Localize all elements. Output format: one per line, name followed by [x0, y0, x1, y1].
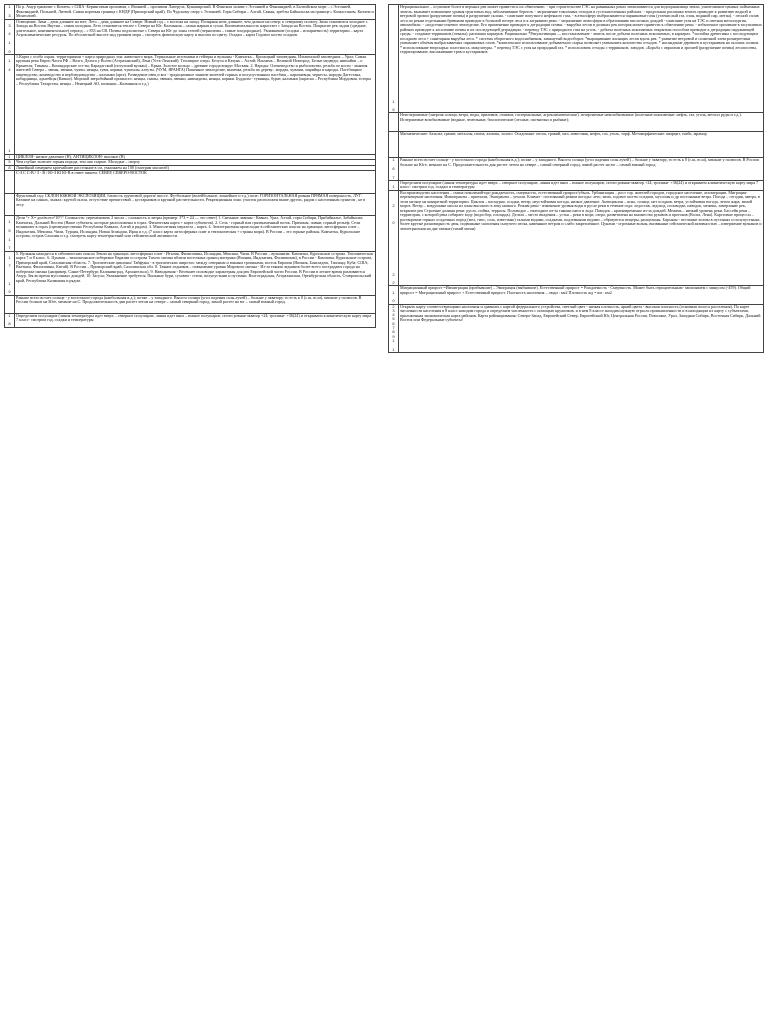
- right-column: [388, 4, 764, 353]
- question-number-digit: 1: [8, 312, 11, 318]
- block-text: Линейный измеряем кратчайшее расстояние в см, умножаем на 100 (смотрим масштаб): [15, 165, 376, 171]
- block-text: Чем глубже залегает горная порода, тем она старше. Молодые – сверху: [15, 160, 376, 166]
- question-number-digit: 1: [8, 148, 11, 154]
- question-number-digit: 4: [8, 31, 11, 37]
- question-number-digit: 7: [8, 263, 11, 269]
- question-number: [389, 158, 399, 180]
- question-number-digit: 0: [392, 219, 395, 225]
- question-number: [5, 171, 15, 193]
- question-number-digit: 9: [8, 289, 11, 295]
- block-text: С-З С С-В / З - В / Ю-З Ю Ю-В в ответ пишем: СЕВЕР, СЕВЕРО-ВОСТОК: [15, 171, 376, 193]
- question-number-digit: 1: [392, 157, 395, 163]
- right-block: [389, 131, 764, 158]
- left-block: [5, 295, 376, 313]
- block-text: Дели °+ Х= дол/всего°10°/° Сложность: переменовать 2 числа – сложность и литры (пример: 3*3 = 24 — это ответ) 1. Снежные лавины - Кавказ, Урал, Алтай, горы Сибири, Прибайкалье, Забайкалье, Камчатка, Дальний Восток (Наше субъекты, которые расположены в горах. Физическая карта + карта субъектов). 2. Сель - горный или грязекаменный поток. Причины: ливни; горный рельеф. Сели возникают в горах (преимущественно Республика Кавказа, Алтай и рядом). 3. Многолетняя мерзлота – карта. 4. Землетрясения происходят в сейсмических поясах на границах литосферных плит – Индонезия, Мексика, Чили, Турция, Исландия, Новая Зеландия, Иран и т.д. (7 класс карта литосферных плит и тектоническая + страны мира). В России – это горные районы. Камчатка, Курильские острова, остров Сахалин и т.д. смотреть карту землетрясений или сейсмической активности.: [15, 216, 376, 251]
- question-number: [389, 113, 399, 131]
- question-number: [389, 5, 399, 113]
- question-number: [389, 131, 399, 158]
- question-number: [5, 313, 15, 327]
- block-text: 5. Вулканы находятся в сейсмических поясах Земли на границах литосферных плит - Италия, Филиппины, Исландия, Мексика, Чили. В России – вулканизм: Камчатка, Курильские острова. Тектоническая карта 7 и 8 класс. 6. Цунами – тихоокеанское побережье Евразии и острова Тихого океана вблизи восточных границ материка (Япония, Индонезия, Филиппины), в России - Камчатка, Курильские острова, Приморский край, Сахалинская область. 7. Тропические циклоны/ Тайфуны - в тропических широтах: между северным и южным тропиками, восток Евразии (Япония, Бангладеш, Таиланд; Куба; США; Вьетнам, Филиппины, Китай). В России – Приморский край, Сахалинская обл. 8. Таяние ледников – повышение уровня Мирового океана - Из-за таяния ледников более всего пострадают города на побережье океана (например, Санкт-Петербург, Калининград, Архангельск). 9. Наводнения - Весеннее половодье характерны для рек Европейской части России. В России в летнее время разливаются Амур, Зея во время муссонных дождей. 10. Засуха; Увлажнение требуется; Пыльные бури, суховеи - степи, полупустыни и пустыни. Волгоградская, Астраханская, Оренбургская область, Ставропольский край, Республика Калмыкия и рядом.: [15, 251, 376, 295]
- question-number-digit: 9: [392, 333, 395, 339]
- question-number-digit: 8: [8, 164, 11, 170]
- left-block: [5, 54, 376, 154]
- left-block: [5, 171, 376, 193]
- question-number-digit: 2: [392, 202, 395, 208]
- question-number-digit: 1: [392, 337, 395, 343]
- question-number-digit: 1: [8, 254, 11, 260]
- question-number-digit: 1: [8, 280, 11, 286]
- question-number-digit: 2: [392, 280, 395, 286]
- question-number: [5, 216, 15, 251]
- question-number: [389, 180, 399, 190]
- question-number: [389, 304, 399, 352]
- block-text: Неисчерпаемые (энергия солнца, ветра, воды, приливов, отливов, гастермальные, агроклиматические). исчерпаемые невозобновимые (полезные ископаемые: нефть, газ, уголь, металл руды и т.д.). Исчерпаемые возобновимые (водные, земельные, биологические (лесные, охотничьи и рыбные);: [399, 113, 764, 131]
- question-number-digit: 7: [392, 325, 395, 331]
- left-block: [5, 216, 376, 251]
- question-number-digit: 3: [8, 12, 11, 18]
- block-text: По р. Амур граничит с Китаем, с США -Беринговым проливом, с Японией – проливом Лаперуза, Кунаширский. В Финском заливе с Эстонией и Финляндией, в Балтийском море – с Эстонией, Финляндией, Польшей, Литвой. Самая короткая граница с КНДР (Приморский край). По Чудскому озеру с Эстонией. Горы Сибири – Алтай, Саяны, хребты Байкальска на границе с Казахстаном, Китаем и Монголией.: [16, 4, 374, 18]
- question-number-digit: 8: [392, 329, 395, 335]
- right-block: [389, 113, 764, 131]
- block-text: Воспроизводство населения – смена поколений-про рождаемость, смертность, естественный прирост/убыль. Урбанизация – рост гор. жителей городов, городское население, агломерации. Миграция- перемещение населения. Иммигранты – приехали, Эмигранты – уехали. Климат - постоянный режим погоды: лето, зима, годовое кол-во осадков, муссоны и др постоянные ветра. Погода – сегодня, завтра, в этом месяце на конкретной территории. Циклон – пасмурно, осадки, ветер, неустойчивая погода, низкое давление. Антициклон – ясно, солнце, нет осадков, ветра, устойчивая погода, летом жара, зимой мороз. Ветер – воздушные массы из зоны высокого в зону низкого. Режим реки - изменение уровня воды в русле реки в течение года: ледостав, ледоход, половодье, паводок, межень, замерзание рек, вскрытие рек Строение долины реки: русло, пойма, террасы. Половодье – ежегодное из-за таяния снега и льда. Паводок – кратковременно из-за дождей. Межень – низкий уровень реки. Бассейн реки – территория, с которой река собирает воду (водосбор, площадь). Дельта – место впадения – устья – реки в море, озеро, разветвлена на множество рукавов и протоков (Волга, Лена). Карстовые процессы – растворение горных осадочных пород (мел, гипс, соль, известняк) талыми водами, осадками, подземными водами – образуются пещеры, расщелины. Барханы - песчаные холмы в пустынях и полупустынях, более крутые разновидность дюн, подвижные скопления сыпучего песка, навеянное ветром и слабо закреплённое. Цунами - огромные волны, вызванные сейсмической активностью – извержение вулканов и землетрясения на дне океана (тихий океан): [399, 190, 764, 286]
- question-number-digit: 4: [8, 66, 11, 72]
- question-number-digit: 1: [8, 4, 11, 9]
- left-column: [4, 4, 376, 328]
- block-text: Определяем полушарие (линия температуры идет вверх – северное полушарие, линия идет вниз – южное полушарие, почти ровная-экватор +24; тропики- +36(24) и открываем климатическую карту мира 7 класс- смотрим год. осадки и температуры: [15, 313, 376, 327]
- right-block: [389, 286, 764, 304]
- block-text: 1.Карта с особо охран. территориями + карта природных зон: животного мира. Термальные источники и гейзеры и вулканы - Камчатка – Кроноцкий заповедник, Ильменский заповедник – Урал; Самая крупная река Европ.Части РФ – Волга. Дельта у Волги (Астраханский), Лена (Усть-Ленский); Теплицкое озеро, Белуха и Катунь – Алтай; Ильмень – Великий Новгород. Белые медведи, нивхайки – о. Врангеля; Тиманн – Командорские ост-ва; Карадагский (потухший вулкан) – Крым. Золотое кольцо – древние города вокруг Москвы. 2. Народы: Оленеводство и рыболовство, резьба по кости - занятия жителей Севера – эвены, эвенки, чукчи, ненцы, тувы, коряки, чукомлы, алеуты. (ЧУМ, ЯРАНГА) Пашенное земледелие, выпечка, резьба по дереву– мордва, чуваши, марийцы и народы. Пастбищное овцеводство, коневодство и верблюдоводство – калмыки (арга). Разведение овец и коз - традиционное занятие жителей горных и полупустынных пастбищ – карачаевцы, черкесы, народы Дагестана, кабардинцы, адыгейцы (Кавказ). Морской зверобойный промысел: ненцы, саамы, эвенки, эвенки, нивхидизы, ненцы, коряки. Буддизм - тувинцы, бурят, калмыки (окраска – Республика Мордовия, тоторы – Республика Татарстан, ненцы – Ненецкий АО, калмыки –Калмыкия и т.д.): [15, 54, 376, 154]
- question-number-digit: 8: [8, 321, 11, 327]
- question-number-digit: 6: [392, 320, 395, 326]
- question-number-digit: 2: [392, 303, 395, 309]
- question-number-digit: 5: [8, 228, 11, 234]
- question-number-digit: 1: [8, 58, 11, 64]
- question-number-digit: [390, 126, 397, 130]
- question-number-digit: 1: [392, 184, 395, 190]
- question-number: [5, 19, 15, 54]
- right-block: [389, 158, 764, 180]
- block-text: Фруктовый сад: СКЛОН ЮЖНОЙ ЭКСПОЗИЦИИ, близость грунтовой дороги/ шоссе. Футбольное (волейбольное, хоккейное и т.д.) поле: ГОРИЗОНТАЛЬНАЯ ровная ПРЯМАЯ поверхность, ЛУГ. Катание на санках, лыжах: крутой склон, отсутствие препятствий – кустарников и крупной растительности. Рекреационная зона: участок расположен выше других, рядом с населенным пунктом , не в лесу.: [15, 193, 376, 215]
- question-number-digit: 4: [392, 312, 395, 318]
- question-number-digit: 7: [8, 245, 11, 251]
- question-number-digit: 1: [8, 39, 11, 45]
- question-number-digit: 0: [392, 298, 395, 304]
- question-number-digit: 5: [392, 107, 395, 113]
- question-number-digit: 3: [392, 307, 395, 313]
- left-block: [5, 19, 376, 54]
- right-block: [389, 5, 764, 113]
- question-number: [5, 251, 15, 295]
- block-text: Нерациональное – осушение болот в верхних рек может привести к их обмелению. - при строительстве ГЭС на равнинных реках затапливаются для водохранилища земли, уничтожение ценных пойменных земель, вызывает повышение уровня грунтовых вод, заболачивание берегов. - загрязнение токсичных отходов в густонаселенных районах. - продольная распашка земель приводит к развитию водной и ветровой эрозии (разрушение почвы) и разрушение склона. - сжигание попутного нефтяного газа, - в атмосферу выбрасываются парниковые газы (углекислый газ, озон, водяной пар, метан). - лесной сплав леса по рекам отдельными бревнами приводит к большой потере леса и к загрязнию реки. - загрязнение атмосферы в образованию кислотных дождей - сжигание угля на ТЭС и светная металлургия, автомобили. - «подсечно-огневое земледелие. Его применение приводит к деградации почвы. - вырубка лесов в долинах рек которая может привести к обмелению реки. - избыточное орошение в засушливых районах приводит к засолению почвы и их последующей деградации. - перевод ТЭС с природного газа на уголь. - добыча полезных ископаемых открытым способом приводит к деградации окружающей среды. - создание терриконов (отвалы), распашка карьеров. Рационально *Рекультивация — восстановление - земель после добычи полезных ископаемых, в карьерах. *застойка древесины с последующим посадкою леса + санитарная вырубка леса. * система оборотного водоснабжения, замкнутый водооборот. *выращивание жалящих лесов вдоль рек. * развитие ветровой и солнечной электроэнергетики уменьшает объёмы выбрасываемых парниковых газов. *комплексное использование добываемого сырья позволяет уменьшить количество отходов. * насаждение деревьев и кустарников на склонах холмов. * использование вторсырья: пластмасса, макулатуры. * перевод ТЭС с угля на природный газ. * использовать отходы с терриконов, заводов. «Борьба с оврагами и эрозией (разрушение почвы) лесопосевы, террасирование, высаживание трав и кустарников: [399, 5, 764, 113]
- question-number-digit: 7: [392, 174, 395, 180]
- question-number-digit: 5: [392, 316, 395, 322]
- question-number-digit: 5: [8, 159, 11, 165]
- block-text: Раньше всего встает солнце - у восточного города (наибольшая в.д.); позже – у западного. Высота солнца (угол падения солн.лучей) – больше у экватору, то есть к 0 (с.ш, ю.ш), меньше у полюсов. В России больше на Юге, меньше на С. Продолжительность дня растет летом на севере – самый северный город, зимой растет на юг – самый южный город.: [399, 158, 764, 180]
- block-text: Магматические: базальт, гранит, металлы, пемза, алмазы, золото. Осадочные: песок, гравий, мел, известняк, нефть, газ, уголь, торф. Метаморфические: кварцит, гнейс, мрамор: [399, 131, 764, 158]
- left-block: [5, 5, 376, 20]
- question-number-digit: 2: [392, 271, 395, 277]
- right-table: [388, 4, 764, 353]
- question-number-digit: 1: [392, 289, 395, 295]
- block-text: Открыть карту соответствующими населения и сравнить с картой федерального устройства, светлый цвет - низкая плотность, яркий цвета - высокая плотность (основная полоса расселения). По карте численности населения в 8 класс находим города и определяем численность с помощью кружочков. и в нем 8 классе находим нужную отрасль промышленности и в находящим их карту с субъектами, приложенная экономическая карта районов. Карта районирования: Северо-Запад, Европейский Север, Европейский Юг, Центральная Россия, Поволжье, Урал, Западная Сибирь, Восточная Сибирь, Дальний Восток или Федеральные субъекты!: [399, 304, 764, 352]
- left-block: [5, 251, 376, 295]
- left-block: [5, 313, 376, 327]
- right-block: [389, 190, 764, 286]
- question-number-digit: 6: [392, 165, 395, 171]
- question-number: [5, 193, 15, 215]
- question-number-digit: 1: [392, 98, 395, 104]
- block-text: Определяем полушарие (линия температуры идет вверх – северное полушарие, линия идет вниз – южное полушарие, почти ровная-экватор +24; тропики- +36(24) и открываем климатическую карту мира 7 класс- смотрим год. осадки и температуры: [399, 180, 764, 190]
- question-number: [389, 190, 399, 286]
- question-number: [389, 286, 399, 304]
- question-number: [5, 54, 15, 154]
- question-number-digit: 1: [392, 346, 395, 352]
- question-number: [5, 295, 15, 313]
- block-text: ЦИКЛОН- низкое давление (Н), АНТИЦИКЛОН- высокое (В): [15, 154, 376, 160]
- question-number-digit: 1: [8, 236, 11, 242]
- question-number: [5, 5, 15, 20]
- question-number-digit: 3: [8, 22, 11, 28]
- block-text: Раньше всего встает солнце - у восточного города (наибольшая в.д.); позже – у западного. Высота солнца (угол падения солн.лучей) – больше у экватору, то есть к 0 (с.ш, ю.ш), меньше у полюсов. В России больше на Юге, меньше на С. Продолжительность дня растет летом на севере – самый северный город, зимой растет на юг – самый южный город.: [15, 295, 376, 313]
- question-number-digit: 1: [8, 219, 11, 225]
- right-block: [389, 304, 764, 352]
- left-block: [5, 193, 376, 215]
- block-text: Освещение. Зима – день длиннее на юге, Лето – день длиннее на Севере. Новый год – с востока на запад. Полярная ночь длиннее, чем дальше на север; к северному полюсу. Зима становится холоднее с Запада на Восток Якутия – самая холодная. Лето становится теплее с Севера на Юг. Калмыкия – самая жаркая и сухая. Континентальность нарастает с Запада на Восток. Покрытие рек льдом (средние, длительное, континентальное) период – с 833 на СВ. Почвы подзолистые с Севера на Юг до зоны степей (черноземы – самые плодородные). Увлажнение (осадки – испаряемость) территории – карта Агроклиматические ресурсы. По абсолютной высоте над уровнем моря – смотреть физическую карту и высоты по цвету. Осадки – карта Годовое кол-во осадков.: [15, 19, 376, 54]
- question-number-digit: 9: [8, 48, 11, 54]
- question-number-digit: 1: [8, 153, 11, 159]
- block-text: Миграционный прирост =Иммиграция (прибывшие) – Эмиграция (выбывшие). Естественный прирост = Рождаемость - Смертность. Может быть отрицательным- записываем с минусом (-459). Общий прирост = Миграционный прирост + Естественный прирост. Плотность населения – люди : км2 Плотность жд = км : км2: [399, 286, 764, 304]
- left-table: [4, 4, 376, 328]
- right-block: [389, 180, 764, 190]
